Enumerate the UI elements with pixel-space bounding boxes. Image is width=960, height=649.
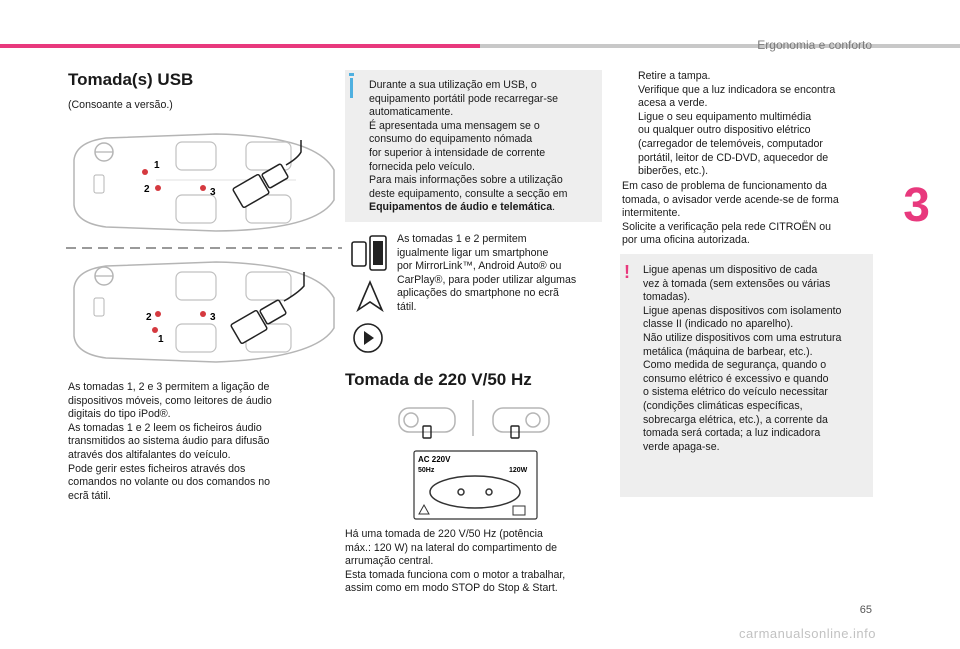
info-icon <box>349 73 354 76</box>
console-diagram <box>395 400 555 448</box>
car-diagram-top <box>66 130 336 235</box>
diagram-label-2: 2 <box>144 184 150 195</box>
warning-text: Ligue apenas um dispositivo de cada vez à tomada (sem extensões ou várias tomadas). Ligue apenas dispositivos com isolamento classe II (indicado no aparelho). Não utilize dispositivos com uma estrutura metálica (máquina de barbear, etc.). Como medida de segurança, quando o consumo elétrico é excessivo e quando o sistema elétrico do veículo necessitar (condições climáticas específicas, sobrecarga elétrica, etc.), a corrente da tomada será cortada; a luz indicadora verde apaga-se. <box>643 264 842 453</box>
usb-plug-icon <box>231 272 304 344</box>
chapter-number: 3 <box>903 179 930 232</box>
page-number: 65 <box>859 604 872 616</box>
diagram-label-2: 2 <box>146 312 152 323</box>
info-box-text: Durante a sua utilização em USB, o equipamento portátil pode recarregar-se automaticamente. É apresentada uma mensagem se o consumo do equipamento nómada for superior à intensidade de corrente fornecida pelo veículo. Para mais informações sobre a utilização deste equipamento, consulte a secção em Equipamentos de áudio e telemática. <box>369 79 568 214</box>
usb-socket-1-marker <box>152 327 158 333</box>
usb-socket-2-marker <box>155 311 161 317</box>
list-item: Ligue o seu equipamento multimédia ou qualquer outro dispositivo elétrico (carregador de telemóveis, computador portátil, leitor de CD-DVD, aquecedor de biberões, etc.). <box>638 110 829 178</box>
header-accent-bar <box>0 44 480 48</box>
smartphone-text: As tomadas 1 e 2 permitem igualmente ligar um smartphone por MirrorLink™, Android Auto® ou CarPlay®, para poder utilizar algumas aplicações do smartphone no ecrã tátil. <box>397 233 577 313</box>
socket-panel <box>413 450 538 520</box>
usb-socket-1-marker <box>142 169 148 175</box>
diagram-label-3: 3 <box>210 187 216 198</box>
android-auto-icon <box>358 282 382 310</box>
steering-wheel-icon <box>95 143 113 161</box>
diagram-label-1: 1 <box>154 160 160 171</box>
watermark: carmanualsonline.info <box>739 626 876 641</box>
steering-wheel-icon <box>526 413 540 427</box>
fault-text: Em caso de problema de funcionamento da tomada, o avisador verde acende-se de forma intermitente. Solicite a verificação pela rede CITROËN ou por uma oficina autorizada. <box>622 180 839 247</box>
diagram-separator <box>66 246 342 250</box>
smartphone-icons <box>348 232 392 358</box>
socket-watt-label: 120W <box>509 467 528 474</box>
socket-hz-label: 50Hz <box>418 467 435 474</box>
warning-icon: ! <box>624 262 630 282</box>
info-box-link: Equipamentos de áudio e telemática <box>369 201 553 214</box>
list-item: Verifique que a luz indicadora se encontra acesa a verde. <box>638 83 836 110</box>
usb-socket-2-marker <box>155 185 161 191</box>
socket-section-title: Tomada de 220 V/50 Hz <box>345 370 532 389</box>
header-rule <box>480 44 960 48</box>
carplay-icon <box>354 324 382 352</box>
socket-body-text: Há uma tomada de 220 V/50 Hz (potência máx.: 120 W) na lateral do compartimento de arrumação central. Esta tomada funciona com o motor a trabalhar, assim como em modo STOP do Stop & Start. <box>345 528 566 595</box>
steering-wheel-icon <box>95 267 113 285</box>
list-item: Retire a tampa. <box>638 70 711 82</box>
usb-socket-3-marker <box>200 185 206 191</box>
steering-wheel-icon <box>404 413 418 427</box>
usb-section-title: Tomada(s) USB <box>68 70 194 89</box>
section-title: Ergonomia e conforto <box>757 38 872 52</box>
usb-subtitle: (Consoante a versão.) <box>68 99 173 111</box>
socket-ac-label: AC 220V <box>418 455 451 464</box>
diagram-label-1: 1 <box>158 334 164 345</box>
diagram-label-3: 3 <box>210 312 216 323</box>
steps-list <box>622 70 880 179</box>
usb-socket-3-marker <box>200 311 206 317</box>
usb-body-text: As tomadas 1, 2 e 3 permitem a ligação de dispositivos móveis, como leitores de áudio digitais do tipo iPod®. As tomadas 1 e 2 leem os ficheiros áudio transmitidos ao sistema áudio para difusão através dos altifalantes do veículo. Pode gerir estes ficheiros através dos comandos no volante ou dos comandos no ecrã tátil. <box>68 381 272 502</box>
mirror-phone-icon <box>352 236 386 270</box>
car-diagram-bottom <box>66 258 336 366</box>
